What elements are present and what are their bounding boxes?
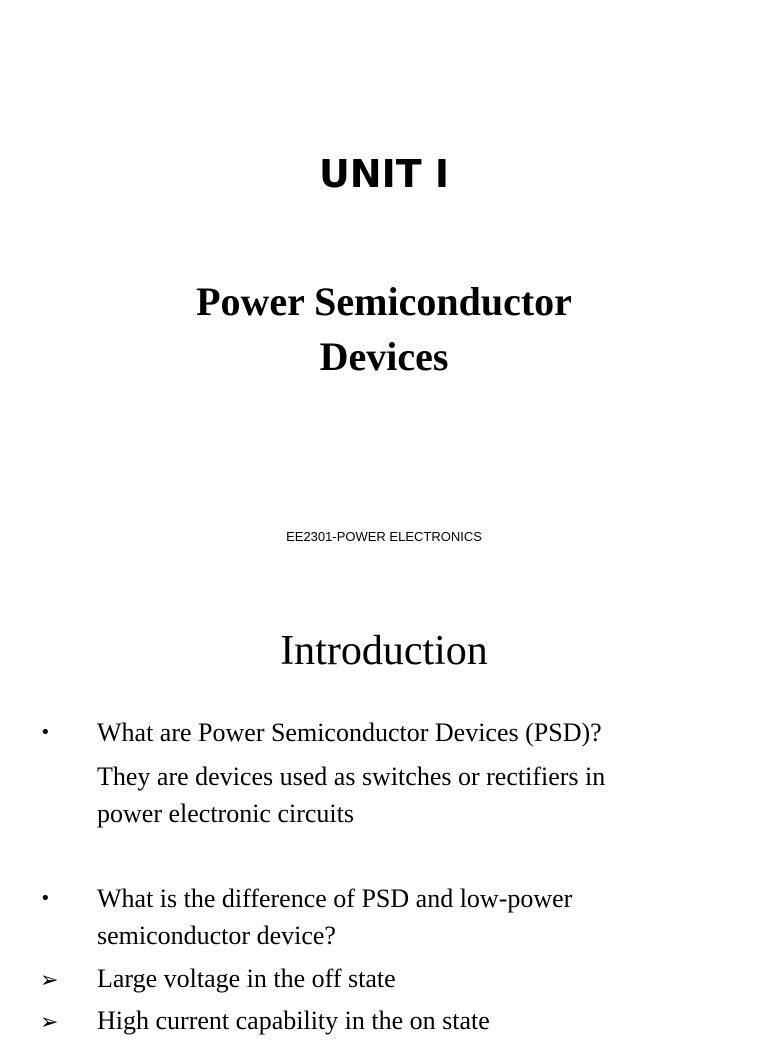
arrow-bullet-icon: ➢	[40, 968, 59, 993]
bullet-line: Large voltage in the off state	[97, 964, 396, 993]
bullet-item	[97, 880, 717, 954]
bullet-line: semiconductor device?	[97, 921, 336, 950]
bullet-dot-icon: •	[40, 888, 51, 909]
bullet-line: High current capability in the on state	[97, 1006, 490, 1035]
arrow-bullet-icon: ➢	[40, 1010, 59, 1035]
bullet-item	[97, 1002, 717, 1039]
bullet-item	[97, 714, 717, 751]
bullet-line: They are devices used as switches or rectifiers in	[97, 762, 606, 791]
bullet-line: What is the difference of PSD and low-power	[97, 884, 573, 913]
unit-title: UNIT I	[318, 152, 450, 196]
bullet-line: power electronic circuits	[97, 799, 354, 828]
main-title-line-2: Devices	[319, 334, 449, 379]
bullet-line: What are Power Semiconductor Devices (PSD)?	[97, 718, 602, 747]
bullet-item	[97, 960, 717, 997]
bullet-dot-icon: •	[40, 722, 51, 743]
bullet-item	[97, 758, 717, 832]
introduction-title: Introduction	[280, 628, 488, 674]
main-title	[0, 274, 768, 384]
main-title-line-1: Power Semiconductor	[196, 279, 572, 324]
course-label: EE2301-POWER ELECTRONICS	[286, 529, 482, 544]
